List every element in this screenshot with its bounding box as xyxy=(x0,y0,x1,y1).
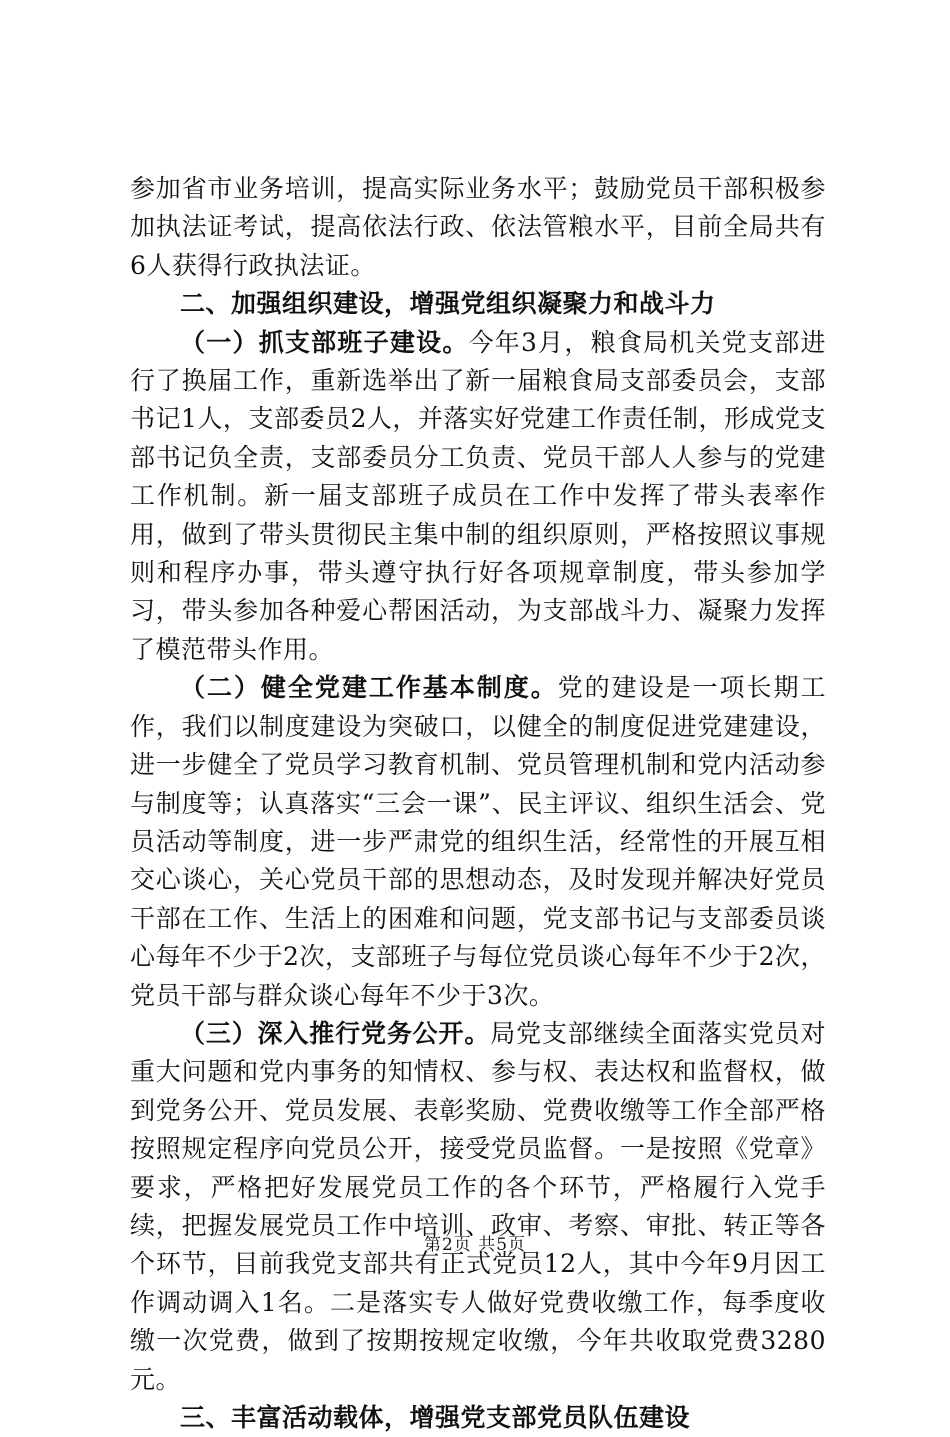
paragraph-branch-team xyxy=(130,324,826,670)
page-footer: 第2页 共5页 xyxy=(423,1235,527,1255)
subsection-title: （一）抓支部班子建设。 xyxy=(180,327,469,357)
paragraph-text: 党的建设是一项长期工作，我们以制度建设为突破口，以健全的制度促进党建建设，进一步健全了党员学习教育机制、党员管理机制和党内活动参与制度等；认真落实“三会一课”、民主评议、组织生活会、党员活动等制度，进一步严肃党的组织生活，经常性的开展互相交心谈心，关心党员干部的思想动态，及时发现并解决好党员干部在工作、生活上的困难和问题，党支部书记与支部委员谈心每年不少于2次，支部班子与每位党员谈心每年不少于2次，党员干部与群众谈心每年不少于3次。 xyxy=(130,673,826,1010)
paragraph-continuation: 参加省市业务培训，提高实际业务水平；鼓励党员干部积极参加执法证考试，提高依法行政、依法管粮水平，目前全局共有6人获得行政执法证。 xyxy=(130,174,826,280)
subsection-title: （三）深入推行党务公开。 xyxy=(180,1018,491,1048)
section-heading-three: 三、丰富活动载体，增强党支部党员队伍建设 xyxy=(180,1403,691,1432)
paragraph-basic-system xyxy=(130,669,826,1015)
subsection-title: （二）健全党建工作基本制度。 xyxy=(180,673,558,703)
paragraph-party-affairs xyxy=(130,1015,826,1399)
section-heading-two: 二、加强组织建设，增强党组织凝聚力和战斗力 xyxy=(180,289,716,319)
paragraph-text: 局党支部继续全面落实党员对重大问题和党内事务的知情权、参与权、表达权和监督权，做到党务公开、党员发展、表彰奖励、党费收缴等工作全部严格按照规定程序向党员公开，接受党员监督。一是按照《党章》要求，严格把好发展党员工作的各个环节，严格履行入党手续，把握发展党员工作中培训、政审、考察、审批、转正等各个环节，目前我党支部共有正式党员12人，其中今年9月因工作调动调入1名。二是落实专人做好党费收缴工作，每季度收缴一次党费，做到了按期按规定收缴，今年共收取党费3280元。 xyxy=(130,1018,826,1394)
paragraph-text: 今年3月，粮食局机关党支部进行了换届工作，重新选举出了新一届粮食局支部委员会，支部书记1人，支部委员2人，并落实好党建工作责任制，形成党支部书记负全责，支部委员分工负责、党员干部人人参与的党建工作机制。新一届支部班子成员在工作中发挥了带头表率作用，做到了带头贯彻民主集中制的组织原则，严格按照议事规则和程序办事，带头遵守执行好各项规章制度，带头参加学习，带头参加各种爱心帮困活动，为支部战斗力、凝聚力发挥了模范带头作用。 xyxy=(130,327,826,664)
